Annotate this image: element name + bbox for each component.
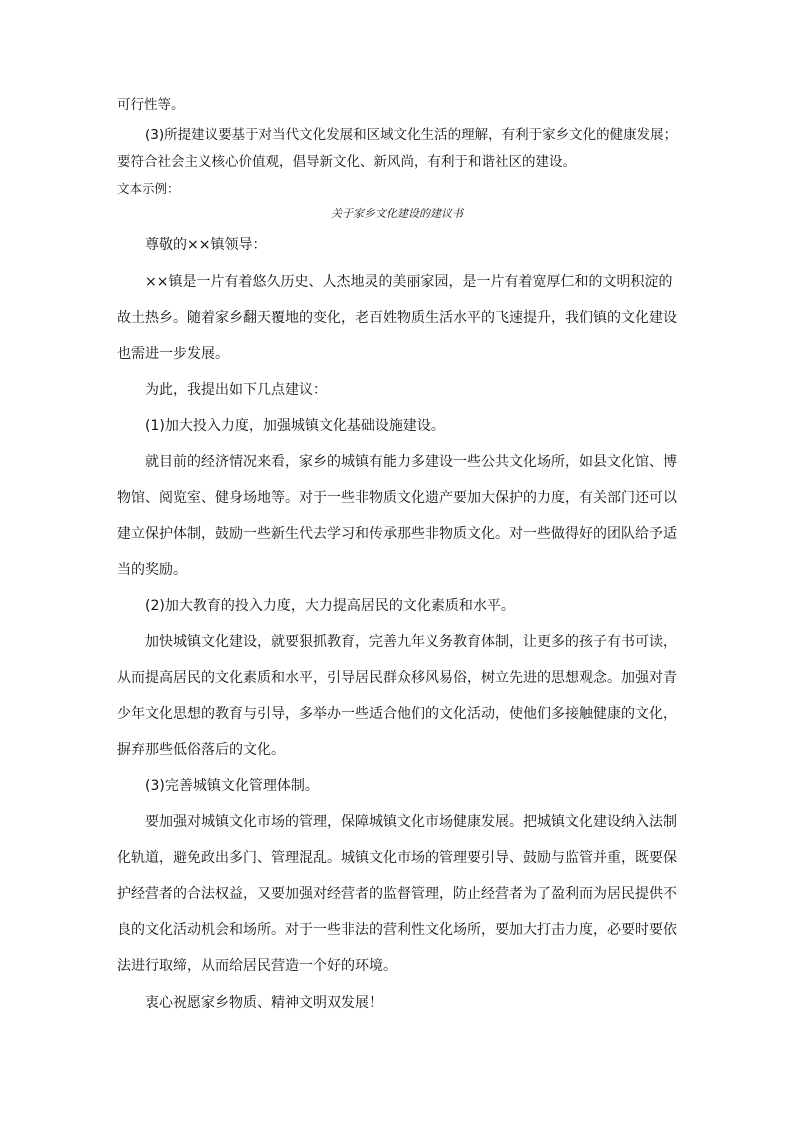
suggestion-1-heading: (1)加大投入力度，加强城镇文化基础设施建设。 — [145, 418, 445, 434]
paragraph-3-line-4: 当的奖励。 — [117, 562, 187, 578]
paragraph-4-line-1: 加快城镇文化建设，就要狠抓教育，完善九年义务教育体制，让更多的孩子有书可读， — [145, 634, 677, 650]
closing-line: 衷心祝愿家乡物质、精神文明双发展！ — [145, 995, 383, 1011]
paragraph-2: 为此，我提出如下几点建议： — [145, 382, 327, 398]
suggestion-2-heading: (2)加大教育的投入力度，大力提高居民的文化素质和水平。 — [145, 598, 515, 614]
sample-label: 文本示例： — [117, 181, 180, 196]
paragraph-5-line-5: 法进行取缔，从而给居民营造一个好的环境。 — [117, 958, 397, 974]
paragraph-4-line-3: 少年文化思想的教育与引导，多举办一些适合他们的文化活动，使他们多接触健康的文化， — [117, 706, 677, 722]
paragraph-3-line-2: 物馆、阅览室、健身场地等。对于一些非物质文化遗产要加大保护的力度，有关部门还可以 — [117, 490, 677, 506]
paragraph-1-line-1: ××镇是一片有着悠久历史、人杰地灵的美丽家园，是一片有着宽厚仁和的文明积淀的 — [145, 274, 673, 290]
paragraph-1-line-3: 也需进一步发展。 — [117, 346, 229, 362]
intro-line-1: 可行性等。 — [117, 97, 185, 113]
paragraph-4-line-2: 从而提高居民的文化素质和水平，引导居民群众移风易俗，树立先进的思想观念。加强对青 — [117, 670, 677, 686]
letter-title: 关于家乡文化建设的建议书 — [331, 207, 463, 220]
paragraph-3-line-1: 就目前的经济情况来看，家乡的城镇有能力多建设一些公共文化场所，如县文化馆、博 — [145, 454, 677, 470]
salutation: 尊敬的××镇领导： — [145, 237, 267, 253]
intro-line-2: (3)所提建议要基于对当代文化发展和区域文化生活的理解，有利于家乡文化的健康发展； — [145, 127, 678, 143]
paragraph-5-line-2: 化轨道，避免政出多门、管理混乱。城镇文化市场的管理要引导、鼓励与监管并重，既要保 — [117, 850, 677, 866]
paragraph-5-line-3: 护经营者的合法权益，又要加强对经营者的监督管理，防止经营者为了盈利而为居民提供不 — [117, 886, 677, 902]
paragraph-5-line-1: 要加强对城镇文化市场的管理，保障城镇文化市场健康发展。把城镇文化建设纳入法制 — [145, 814, 677, 830]
intro-line-3: 要符合社会主义核心价值观，倡导新文化、新风尚，有利于和谐社区的建设。 — [117, 154, 576, 170]
paragraph-3-line-3: 建立保护体制，鼓励一些新生代去学习和传承那些非物质文化。对一些做得好的团队给予适 — [117, 526, 677, 542]
paragraph-5-line-4: 良的文化活动机会和场所。对于一些非法的营利性文化场所，要加大打击力度，必要时要依 — [117, 922, 677, 938]
paragraph-4-line-4: 摒弃那些低俗落后的文化。 — [117, 742, 285, 758]
paragraph-1-line-2: 故土热乡。随着家乡翻天覆地的变化，老百姓物质生活水平的飞速提升，我们镇的文化建设 — [117, 310, 677, 326]
suggestion-3-heading: (3)完善城镇文化管理体制。 — [145, 778, 319, 794]
